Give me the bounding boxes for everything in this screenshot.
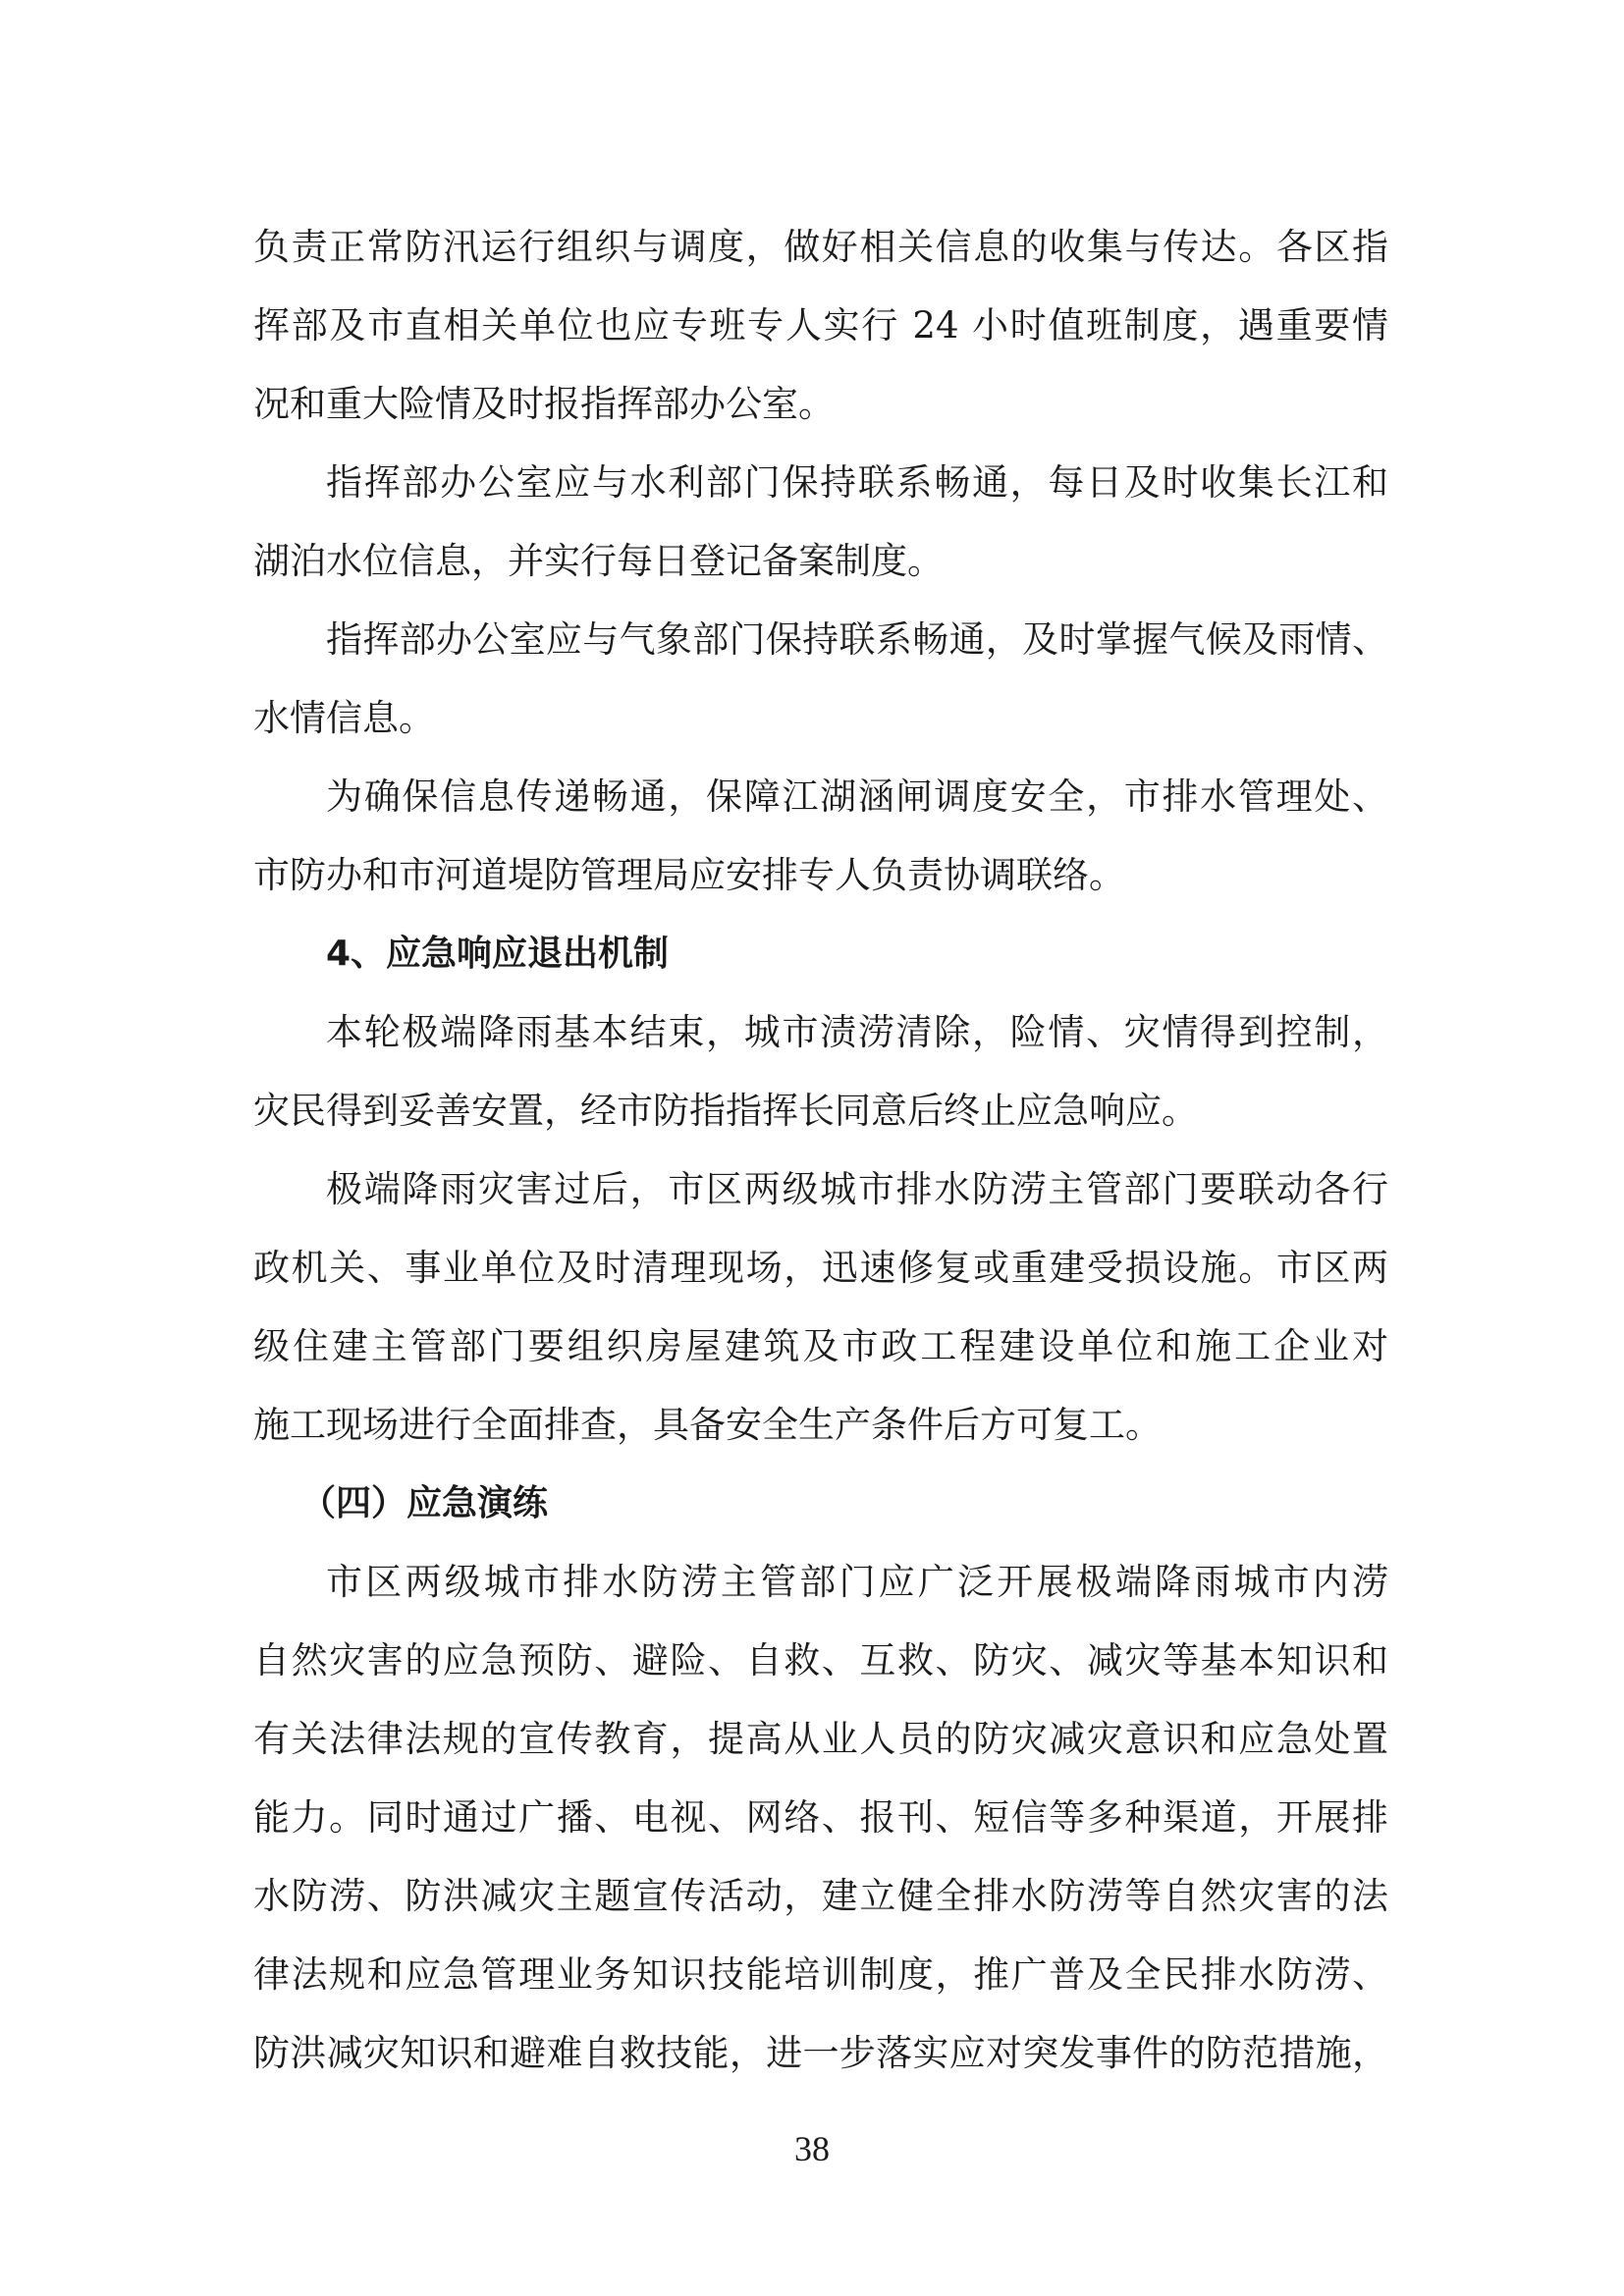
paragraph-line: 防洪减灾知识和避难自救技能，进一步落实应对突发事件的防范措施， — [253, 2032, 1388, 2074]
paragraph-line: 级住建主管部门要组织房屋建筑及市政工程建设单位和施工企业对 — [253, 1325, 1388, 1367]
paragraph-line: 自然灾害的应急预防、避险、自救、互救、防灾、减灾等基本知识和 — [253, 1639, 1388, 1682]
paragraph-line: 为确保信息传递畅通，保障江湖涵闸调度安全，市排水管理处、 — [326, 775, 1388, 818]
paragraph-line: 负责正常防汛运行组织与调度，做好相关信息的收集与传达。各区指 — [253, 226, 1388, 268]
paragraph-line: 指挥部办公室应与水利部门保持联系畅通，每日及时收集长江和 — [326, 461, 1388, 504]
paragraph-line: 灾民得到妥善安置，经市防指指挥长同意后终止应急响应。 — [253, 1090, 1198, 1132]
paragraph-line: 湖泊水位信息，并实行每日登记备案制度。 — [253, 540, 944, 582]
page-number: 38 — [794, 2129, 830, 2168]
paragraph-line: 能力。同时通过广播、电视、网络、报刊、短信等多种渠道，开展排 — [253, 1796, 1388, 1839]
section-heading: 4、应急响应退出机制 — [326, 934, 670, 974]
paragraph-line: 挥部及市直相关单位也应专班专人实行 24 小时值班制度，遇重要情 — [253, 304, 1388, 347]
section-heading: （四）应急演练 — [300, 1483, 549, 1523]
paragraph-line: 有关法律法规的宣传教育，提高从业人员的防灾减灾意识和应急处置 — [253, 1718, 1388, 1760]
paragraph-line: 极端降雨灾害过后，市区两级城市排水防涝主管部门要联动各行 — [326, 1168, 1388, 1210]
paragraph-line: 市防办和市河道堤防管理局应安排专人负责协调联络。 — [253, 854, 1125, 896]
paragraph-line: 本轮极端降雨基本结束，城市渍涝清除，险情、灾情得到控制， — [326, 1011, 1388, 1053]
paragraph-line: 律法规和应急管理业务知识技能培训制度，推广普及全民排水防涝、 — [253, 1953, 1388, 1996]
paragraph-line: 况和重大险情及时报指挥部办公室。 — [253, 383, 835, 425]
paragraph-line: 市区两级城市排水防涝主管部门应广泛开展极端降雨城市内涝 — [326, 1561, 1388, 1603]
paragraph-line: 水防涝、防洪减灾主题宣传活动，建立健全排水防涝等自然灾害的法 — [253, 1875, 1388, 1917]
paragraph-line: 水情信息。 — [253, 697, 435, 739]
paragraph-line: 施工现场进行全面排查，具备安全生产条件后方可复工。 — [253, 1404, 1162, 1446]
paragraph-line: 政机关、事业单位及时清理现场，迅速修复或重建受损设施。市区两 — [253, 1247, 1388, 1289]
paragraph-line: 指挥部办公室应与气象部门保持联系畅通，及时掌握气候及雨情、 — [326, 618, 1388, 661]
